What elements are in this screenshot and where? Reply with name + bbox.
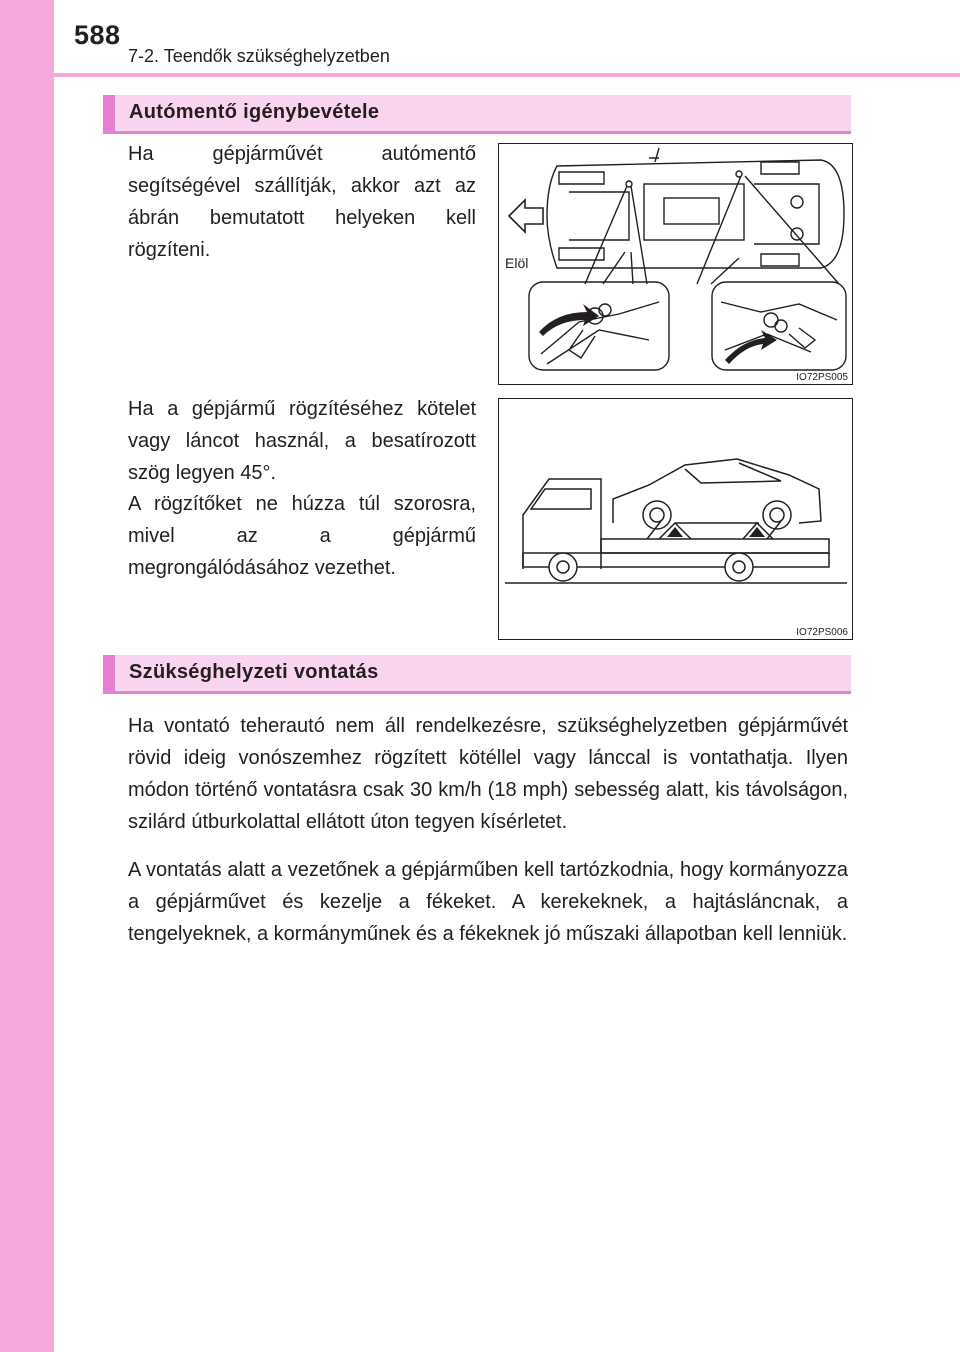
figure-flatbed-truck [498, 398, 853, 640]
front-label: Elöl [505, 255, 529, 271]
paragraph-rope-angle: Ha a gépjármű rögzítéséhez kötelet vagy láncot használ, a besatírozott szög legyen 45°. [128, 398, 476, 484]
figure-code: IO72PS006 [796, 627, 848, 638]
paragraph-tow-truck-intro: Ha gépjárművét autómentő segítségével szállítják, akkor azt az ábrán bemutatott helyeken kell rögzíteni. [128, 143, 476, 261]
paragraph-driver-requirements: A vontatás alatt a vezetőnek a gépjárműben kell tartózkodnia, hogy kormányozza a gépjárművet és kezelje a fékeket. A kerekeknek, a hajtásláncnak, a tengelyeknek, a kormányműnek és a fékeknek jó műszaki állapotban kell lenniük. [128, 859, 848, 945]
figure-code: IO72PS005 [796, 372, 848, 383]
margin-strip [0, 0, 54, 1352]
heading-banner-emergency [103, 655, 851, 691]
section-header: 7-2. Teendők szükséghelyzetben [128, 46, 390, 66]
car-underside-illustration [499, 144, 852, 384]
header-rule [54, 73, 960, 77]
flatbed-truck-illustration [499, 399, 852, 639]
banner-underline [103, 131, 851, 134]
heading-emergency-towing: Szükséghelyzeti vontatás [129, 661, 379, 683]
heading-banner-tow-truck [103, 95, 851, 131]
banner-underline [103, 691, 851, 694]
banner-accent-bar [103, 95, 115, 131]
figure-tie-down-points [498, 143, 853, 385]
banner-accent-bar [103, 655, 115, 691]
heading-tow-truck: Autómentő igénybevétele [129, 101, 380, 123]
paragraph-tie-down-warning: A rögzítőket ne húzza túl szorosra, mivel az a gépjármű megrongálódásához vezethet. [128, 493, 476, 579]
paragraph-emergency-towing: Ha vontató teherautó nem áll rendelkezésre, szükséghelyzetben gépjárművét rövid ideig vonószemhez rögzített kötéllel vagy lánccal is vontathatja. Ilyen módon történő vontatásra csak 30 km/h (18 mph) sebesség alatt, kis távolságon, szilárd útburkolattal ellátott úton tegyen kísérletet. [128, 715, 848, 833]
page-number: 588 [74, 20, 121, 50]
